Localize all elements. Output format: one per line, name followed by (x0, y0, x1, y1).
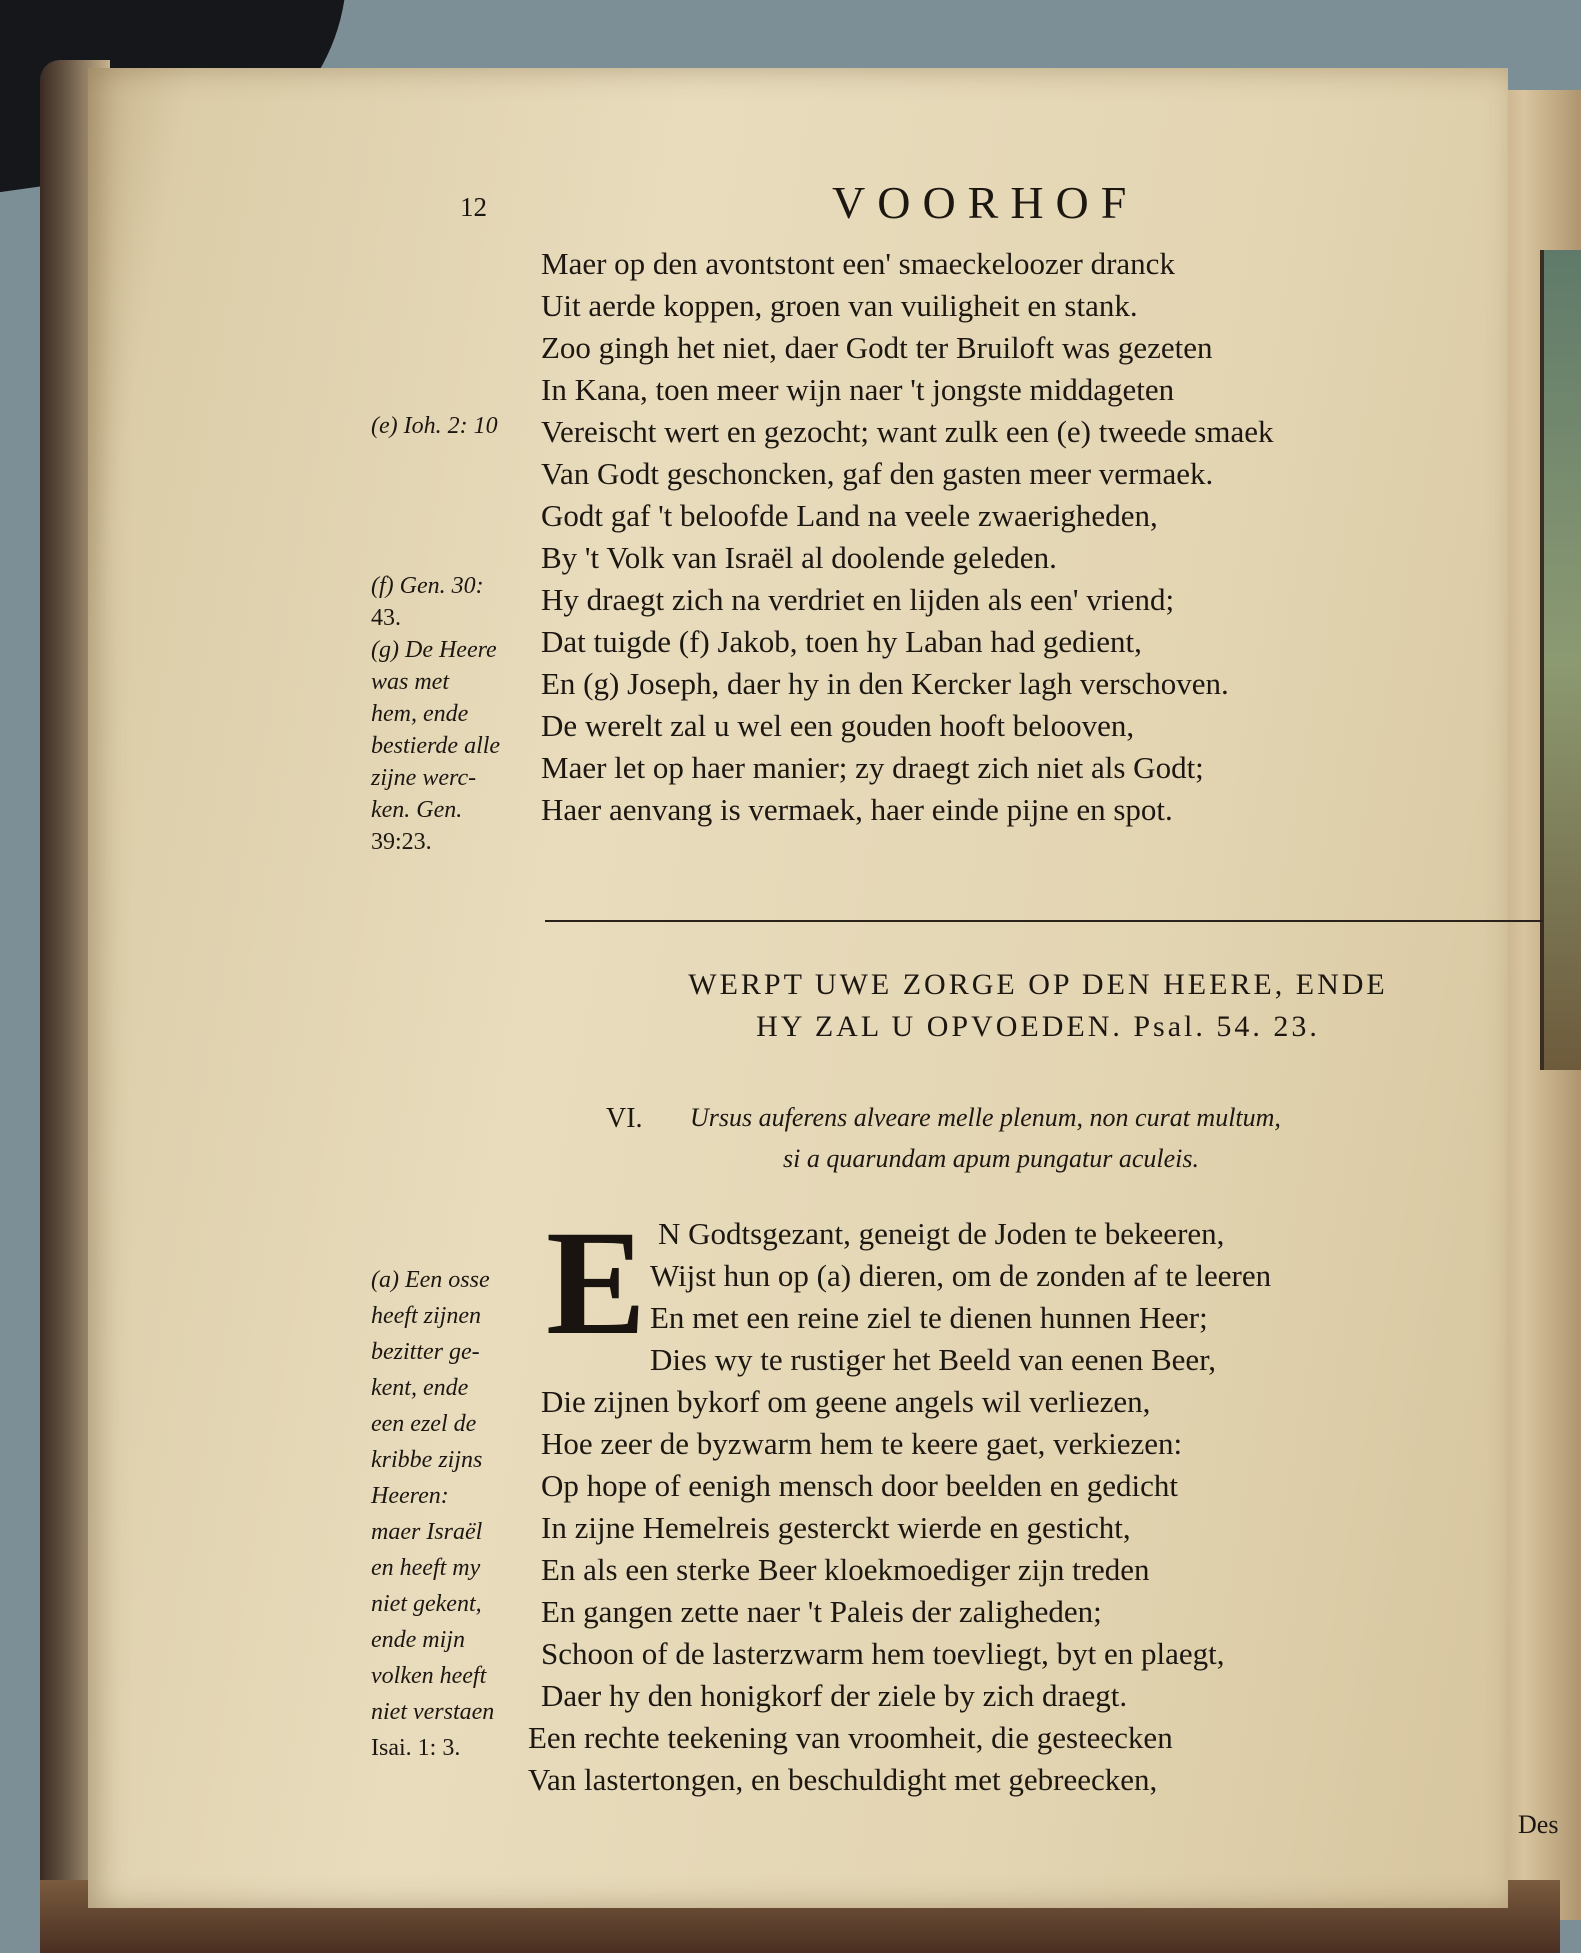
emblem-caption-line-1: Ursus auferens alveare melle plenum, non curat multum, (690, 1103, 1281, 1132)
margin-note: kribbe zijns (371, 1447, 483, 1473)
page-number: 12 (460, 192, 487, 222)
verse-line: Hy draegt zich na verdriet en lijden als een' vriend; (541, 582, 1175, 617)
margin-note: niet verstaen (371, 1699, 495, 1725)
motto-line-2: HY ZAL U OPVOEDEN. Psal. 54. 23. (756, 1010, 1320, 1043)
margin-note: zijne werc- (371, 765, 477, 791)
margin-note: ken. Gen. (371, 797, 463, 823)
margin-note: bezitter ge- (371, 1339, 480, 1365)
emblem-caption-line-2: si a quarundam apum pungatur aculeis. (783, 1144, 1199, 1173)
book-page (88, 68, 1559, 1908)
margin-note: (f) Gen. 30: (371, 573, 484, 599)
margin-note: (a) Een osse (371, 1267, 490, 1293)
margin-note: maer Israël (371, 1519, 483, 1545)
margin-note: Isai. 1: 3. (371, 1735, 461, 1761)
catchword: Des (1518, 1810, 1559, 1839)
verse-line: Vereischt wert en gezocht; want zulk een (e) tweede smaek (541, 414, 1274, 449)
verse-line: Een rechte teekening van vroomheit, die gesteecken (528, 1720, 1173, 1755)
verse-line: N Godtsgezant, geneigt de Joden te bekeeren, (658, 1216, 1225, 1251)
margin-note: hem, ende (371, 701, 469, 727)
margin-note: was met (371, 669, 449, 695)
verse-line: Wijst hun op (a) dieren, om de zonden af te leeren (650, 1258, 1272, 1293)
emblem-number: VI. (606, 1103, 643, 1134)
verse-line: En als een sterke Beer kloekmoediger zijn treden (541, 1552, 1150, 1587)
margin-note: heeft zijnen (371, 1303, 481, 1329)
verse-line: Hoe zeer de byzwarm hem te keere gaet, verkiezen: (541, 1426, 1183, 1461)
margin-note: volken heeft (371, 1663, 487, 1689)
verse-line: Haer aenvang is vermaek, haer einde pijne en spot. (541, 792, 1173, 827)
drop-capital: E (546, 1200, 647, 1366)
margin-note: 43. (371, 605, 401, 631)
margin-note: 39:23. (371, 829, 432, 855)
verse-line: Daer hy den honigkorf der ziele by zich draegt. (541, 1678, 1128, 1713)
verse-line: En met een reine ziel te dienen hunnen Heer; (650, 1300, 1208, 1335)
verse-line: Van Godt geschoncken, gaf den gasten meer vermaek. (541, 456, 1214, 491)
motto-line-1: WERPT UWE ZORGE OP DEN HEERE, ENDE (688, 968, 1388, 1001)
margin-note: bestierde alle (371, 733, 501, 759)
verse-line: Schoon of de lasterzwarm hem toevliegt, byt en plaegt, (541, 1636, 1225, 1671)
margin-note: Heeren: (371, 1483, 449, 1509)
verse-block-top (541, 243, 1273, 831)
verse-line: Godt gaf 't beloofde Land na veele zwaerigheden, (541, 498, 1158, 533)
verse-line: In zijne Hemelreis gesterckt wierde en gesticht, (541, 1510, 1131, 1545)
verse-line: In Kana, toen meer wijn naer 't jongste middageten (541, 372, 1175, 407)
margin-note: ende mijn (371, 1627, 465, 1653)
margin-note: (e) Ioh. 2: 10 (371, 413, 498, 439)
verse-line: De werelt zal u wel een gouden hooft belooven, (541, 708, 1135, 743)
margin-note: kent, ende (371, 1375, 469, 1401)
verse-line: Zoo gingh het niet, daer Godt ter Bruiloft was gezeten (541, 330, 1213, 365)
verse-line: Die zijnen bykorf om geene angels wil verliezen, (541, 1384, 1151, 1419)
facing-page-illustration (1540, 250, 1581, 1070)
verse-line: Op hope of eenigh mensch door beelden en gedicht (541, 1468, 1179, 1503)
verse-line: Dat tuigde (f) Jakob, toen hy Laban had gedient, (541, 624, 1142, 659)
margin-note: niet gekent, (371, 1591, 482, 1617)
verse-line: Van lastertongen, en beschuldight met gebreecken, (528, 1762, 1158, 1797)
verse-line: Maer let op haer manier; zy draegt zich niet als Godt; (541, 750, 1204, 785)
margin-note: een ezel de (371, 1411, 477, 1437)
margin-note: (g) De Heere (371, 637, 497, 663)
verse-line: En gangen zette naer 't Paleis der zaligheden; (541, 1594, 1102, 1629)
section-divider (545, 920, 1543, 922)
verse-line: Maer op den avontstont een' smaeckeloozer dranck (541, 246, 1175, 281)
verse-line: En (g) Joseph, daer hy in den Kercker lagh verschoven. (541, 666, 1229, 701)
margin-note: en heeft my (371, 1555, 481, 1581)
running-head: VOORHOF (832, 177, 1139, 228)
verse-line: Uit aerde koppen, groen van vuiligheit en stank. (541, 288, 1138, 323)
verse-line: Dies wy te rustiger het Beeld van eenen Beer, (650, 1342, 1217, 1377)
verse-line: By 't Volk van Israël al doolende geleden. (541, 540, 1057, 575)
